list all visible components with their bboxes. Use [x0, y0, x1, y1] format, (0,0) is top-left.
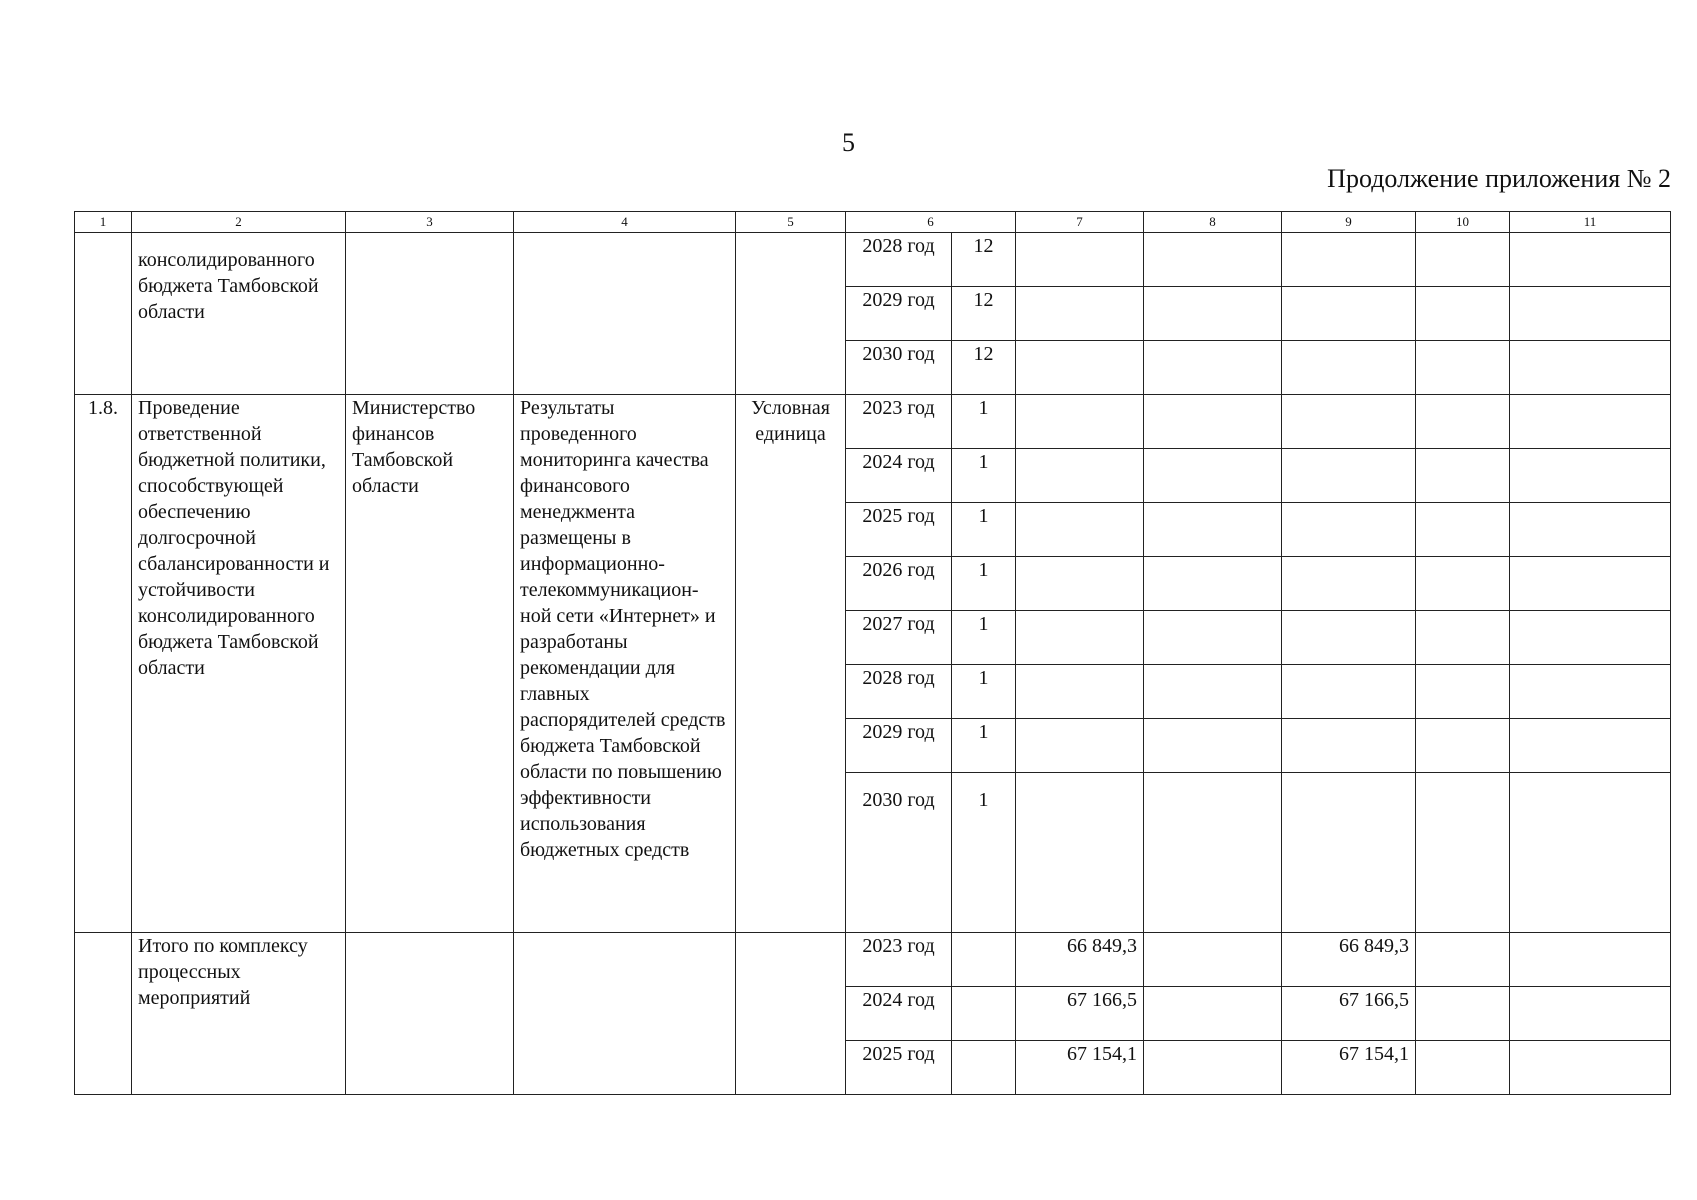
cell-year: 2024 год	[846, 987, 952, 1041]
cell-year: 2028 год	[846, 233, 952, 287]
cell-empty	[1416, 987, 1510, 1041]
cell-empty	[1510, 773, 1671, 933]
cell-result	[514, 933, 736, 1095]
cell-year: 2028 год	[846, 665, 952, 719]
cell-unit	[736, 233, 846, 395]
cell-empty	[1144, 449, 1282, 503]
cell-empty	[1016, 719, 1144, 773]
cell-year-value: 1	[952, 719, 1016, 773]
cell-empty	[1144, 773, 1282, 933]
cell-empty	[1416, 665, 1510, 719]
cell-empty	[1016, 665, 1144, 719]
table-row	[75, 933, 1671, 987]
cell-empty	[1282, 773, 1416, 933]
cell-name: консолидированного бюджета Тамбовской области	[132, 233, 346, 395]
cell-empty	[1016, 233, 1144, 287]
col-header-11: 11	[1510, 212, 1671, 233]
cell-empty	[1282, 557, 1416, 611]
cell-year: 2025 год	[846, 1041, 952, 1095]
cell-empty	[1510, 341, 1671, 395]
cell-empty	[1282, 395, 1416, 449]
cell-result: Результаты проведенного мониторинга качества финансового менеджмента размещены в информационно-телекоммуникацион-ной сети «Интернет» и разработаны рекомендации для главных распорядителей средств бюджета Тамбовской области по повышению эффективности использования бюджетных средств	[514, 395, 736, 933]
cell-num	[75, 233, 132, 395]
cell-empty	[1144, 287, 1282, 341]
cell-year: 2030 год	[846, 773, 952, 933]
cell-empty	[1016, 341, 1144, 395]
cell-empty	[1416, 503, 1510, 557]
cell-year: 2029 год	[846, 287, 952, 341]
cell-year-value: 1	[952, 665, 1016, 719]
cell-empty	[1510, 449, 1671, 503]
cell-empty	[1144, 557, 1282, 611]
cell-unit: Условная единица	[736, 395, 846, 933]
cell-col7: 67 154,1	[1016, 1041, 1144, 1095]
cell-year-value: 1	[952, 611, 1016, 665]
cell-empty	[1416, 719, 1510, 773]
col-header-10: 10	[1416, 212, 1510, 233]
cell-col9: 67 154,1	[1282, 1041, 1416, 1095]
cell-year: 2026 год	[846, 557, 952, 611]
cell-empty	[1510, 665, 1671, 719]
cell-empty	[1144, 611, 1282, 665]
cell-year-value	[952, 1041, 1016, 1095]
cell-empty	[1416, 773, 1510, 933]
cell-col7: 67 166,5	[1016, 987, 1144, 1041]
cell-empty	[1282, 287, 1416, 341]
cell-year-value: 12	[952, 287, 1016, 341]
cell-year: 2023 год	[846, 395, 952, 449]
cell-empty	[1510, 1041, 1671, 1095]
cell-empty	[1416, 933, 1510, 987]
cell-empty	[1016, 611, 1144, 665]
cell-empty	[1016, 287, 1144, 341]
cell-empty	[1416, 395, 1510, 449]
cell-responsible	[346, 233, 514, 395]
cell-empty	[1510, 933, 1671, 987]
cell-year-value: 12	[952, 233, 1016, 287]
cell-num: 1.8.	[75, 395, 132, 933]
cell-empty	[1144, 395, 1282, 449]
cell-empty	[1144, 933, 1282, 987]
table-row	[75, 395, 1671, 449]
cell-empty	[1510, 557, 1671, 611]
cell-empty	[1510, 611, 1671, 665]
cell-empty	[1416, 341, 1510, 395]
cell-year: 2023 год	[846, 933, 952, 987]
cell-empty	[1016, 395, 1144, 449]
col-header-9: 9	[1282, 212, 1416, 233]
continuation-title: Продолжение приложения № 2	[1327, 164, 1671, 193]
cell-empty	[1416, 1041, 1510, 1095]
cell-year-value: 1	[952, 449, 1016, 503]
cell-name: Проведение ответственной бюджетной политики, способствующей обеспечению долгосрочной сбалансированности и устойчивости консолидированного бюджета Тамбовской области	[132, 395, 346, 933]
col-header-6: 6	[846, 212, 1016, 233]
table-row	[75, 233, 1671, 287]
cell-empty	[1144, 503, 1282, 557]
cell-empty	[1016, 773, 1144, 933]
cell-col9: 67 166,5	[1282, 987, 1416, 1041]
cell-year: 2029 год	[846, 719, 952, 773]
cell-empty	[1282, 449, 1416, 503]
cell-empty	[1416, 449, 1510, 503]
cell-empty	[1016, 449, 1144, 503]
cell-unit	[736, 933, 846, 1095]
cell-empty	[1510, 233, 1671, 287]
cell-empty	[1282, 233, 1416, 287]
cell-empty	[1144, 1041, 1282, 1095]
cell-empty	[1416, 233, 1510, 287]
cell-empty	[1416, 287, 1510, 341]
cell-empty	[1144, 233, 1282, 287]
appendix-table	[74, 211, 1671, 1095]
cell-responsible	[346, 933, 514, 1095]
col-header-7: 7	[1016, 212, 1144, 233]
cell-year-value: 1	[952, 773, 1016, 933]
col-header-1: 1	[75, 212, 132, 233]
cell-empty	[1016, 503, 1144, 557]
cell-result	[514, 233, 736, 395]
cell-year-value: 1	[952, 395, 1016, 449]
cell-empty	[1416, 611, 1510, 665]
cell-year-value	[952, 987, 1016, 1041]
cell-empty	[1416, 557, 1510, 611]
cell-empty	[1282, 611, 1416, 665]
cell-empty	[1282, 665, 1416, 719]
cell-empty	[1282, 719, 1416, 773]
cell-empty	[1016, 557, 1144, 611]
cell-name: Итого по комплексу процессных мероприятий	[132, 933, 346, 1095]
cell-empty	[1144, 987, 1282, 1041]
cell-empty	[1510, 287, 1671, 341]
cell-year-value: 1	[952, 557, 1016, 611]
cell-year-value: 1	[952, 503, 1016, 557]
cell-responsible: Министерство финансов Тамбовской области	[346, 395, 514, 933]
cell-empty	[1144, 719, 1282, 773]
col-header-8: 8	[1144, 212, 1282, 233]
cell-empty	[1144, 341, 1282, 395]
col-header-2: 2	[132, 212, 346, 233]
cell-year: 2025 год	[846, 503, 952, 557]
col-header-4: 4	[514, 212, 736, 233]
cell-year-value: 12	[952, 341, 1016, 395]
col-header-3: 3	[346, 212, 514, 233]
cell-num	[75, 933, 132, 1095]
cell-empty	[1282, 341, 1416, 395]
cell-year: 2027 год	[846, 611, 952, 665]
cell-year-value	[952, 933, 1016, 987]
header-row	[75, 212, 1671, 233]
cell-empty	[1510, 987, 1671, 1041]
page-number: 5	[842, 128, 855, 157]
cell-year: 2030 год	[846, 341, 952, 395]
col-header-5: 5	[736, 212, 846, 233]
cell-year: 2024 год	[846, 449, 952, 503]
cell-empty	[1282, 503, 1416, 557]
cell-col9: 66 849,3	[1282, 933, 1416, 987]
cell-empty	[1510, 395, 1671, 449]
cell-col7: 66 849,3	[1016, 933, 1144, 987]
cell-empty	[1510, 719, 1671, 773]
cell-empty	[1144, 665, 1282, 719]
cell-empty	[1510, 503, 1671, 557]
